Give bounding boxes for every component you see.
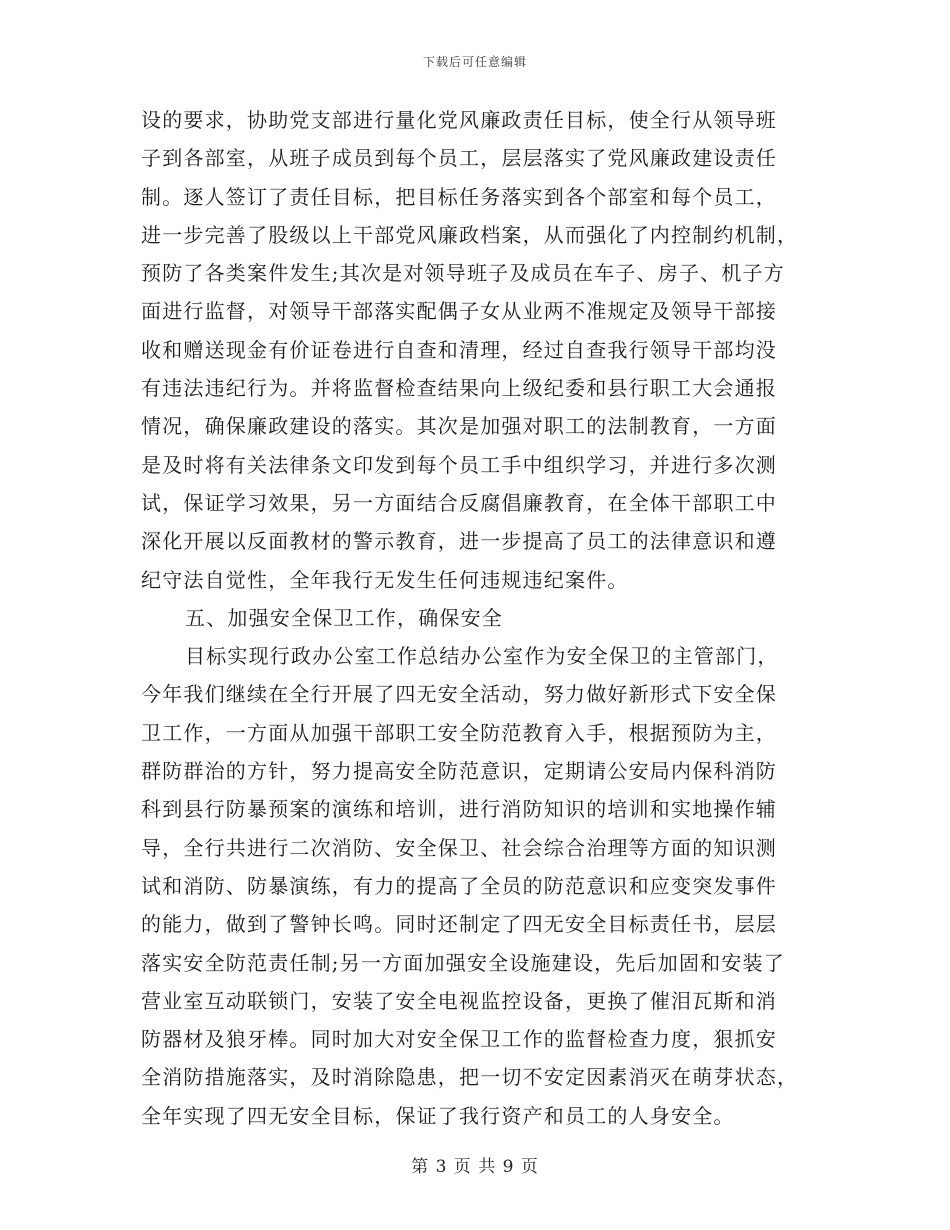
body-line: 群防群治的方针，努力提高安全防范意识，定期请公安局内保科消防 xyxy=(141,759,777,784)
body-line: 全年实现了四无安全目标，保证了我行资产和员工的人身安全。 xyxy=(141,1103,735,1128)
body-line: 收和赠送现金有价证卷进行自查和清理，经过自查我行领导干部均没 xyxy=(141,337,777,362)
page-number: 第 3 页 共 9 页 xyxy=(411,1157,539,1177)
page-header-note: 下载后可任意编辑 xyxy=(422,55,527,69)
body-line: 深化开展以反面教材的警示教育，进一步提高了员工的法律意识和遵 xyxy=(141,529,777,554)
body-line: 今年我们继续在全行开展了四无安全活动，努力做好新形式下安全保 xyxy=(141,682,777,707)
body-line: 全消防措施落实，及时消除隐患，把一切不安定因素消灭在萌芽状态， xyxy=(141,1065,799,1090)
body-line: 卫工作，一方面从加强干部职工安全防范教育入手，根据预防为主， xyxy=(141,720,777,745)
body-line: 面进行监督，对领导干部落实配偶子女从业两不准规定及领导干部接 xyxy=(141,299,777,324)
body-line: 制。逐人签订了责任目标，把目标任务落实到各个部室和每个员工， xyxy=(141,184,777,209)
body-line: 是及时将有关法律条文印发到每个员工手中组织学习，并进行多次测 xyxy=(141,452,777,477)
body-line: 的能力，做到了警钟长鸣。同时还制定了四无安全目标责任书，层层 xyxy=(141,912,777,937)
body-line: 试，保证学习效果，另一方面结合反腐倡廉教育，在全体干部职工中 xyxy=(141,490,777,515)
body-line: 子到各部室，从班子成员到每个员工，层层落实了党风廉政建设责任 xyxy=(141,146,777,171)
body-line: 纪守法自觉性，全年我行无发生任何违规违纪案件。 xyxy=(141,567,629,592)
body-line: 情况，确保廉政建设的落实。其次是加强对职工的法制教育，一方面 xyxy=(141,414,777,439)
body-line: 营业室互动联锁门，安装了安全电视监控设备，更换了催泪瓦斯和消 xyxy=(141,988,777,1013)
body-line: 科到县行防暴预案的演练和培训，进行消防知识的培训和实地操作辅 xyxy=(141,797,777,822)
body-line: 预防了各类案件发生;其次是对领导班子及成员在车子、房子、机子方 xyxy=(141,261,785,286)
document-body xyxy=(141,101,813,1135)
body-line: 进一步完善了股级以上干部党风廉政档案，从而强化了内控制约机制， xyxy=(141,222,799,247)
body-line: 落实安全防范责任制;另一方面加强安全设施建设，先后加固和安装了 xyxy=(141,950,785,975)
body-line: 防器材及狼牙棒。同时加大对安全保卫工作的监督检查力度，狠抓安 xyxy=(141,1027,777,1052)
body-line: 有违法违纪行为。并将监督检查结果向上级纪委和县行职工大会通报 xyxy=(141,376,777,401)
section-heading: 五、加强安全保卫工作，确保安全 xyxy=(185,605,503,630)
body-line: 设的要求，协助党支部进行量化党风廉政责任目标，使全行从领导班 xyxy=(141,108,777,132)
body-line: 导，全行共进行二次消防、安全保卫、社会综合治理等方面的知识测 xyxy=(141,835,777,860)
paragraph-first-line: 目标实现行政办公室工作总结办公室作为安全保卫的主管部门， xyxy=(185,644,779,669)
body-line: 试和消防、防暴演练，有力的提高了全员的防范意识和应变突发事件 xyxy=(141,873,777,898)
